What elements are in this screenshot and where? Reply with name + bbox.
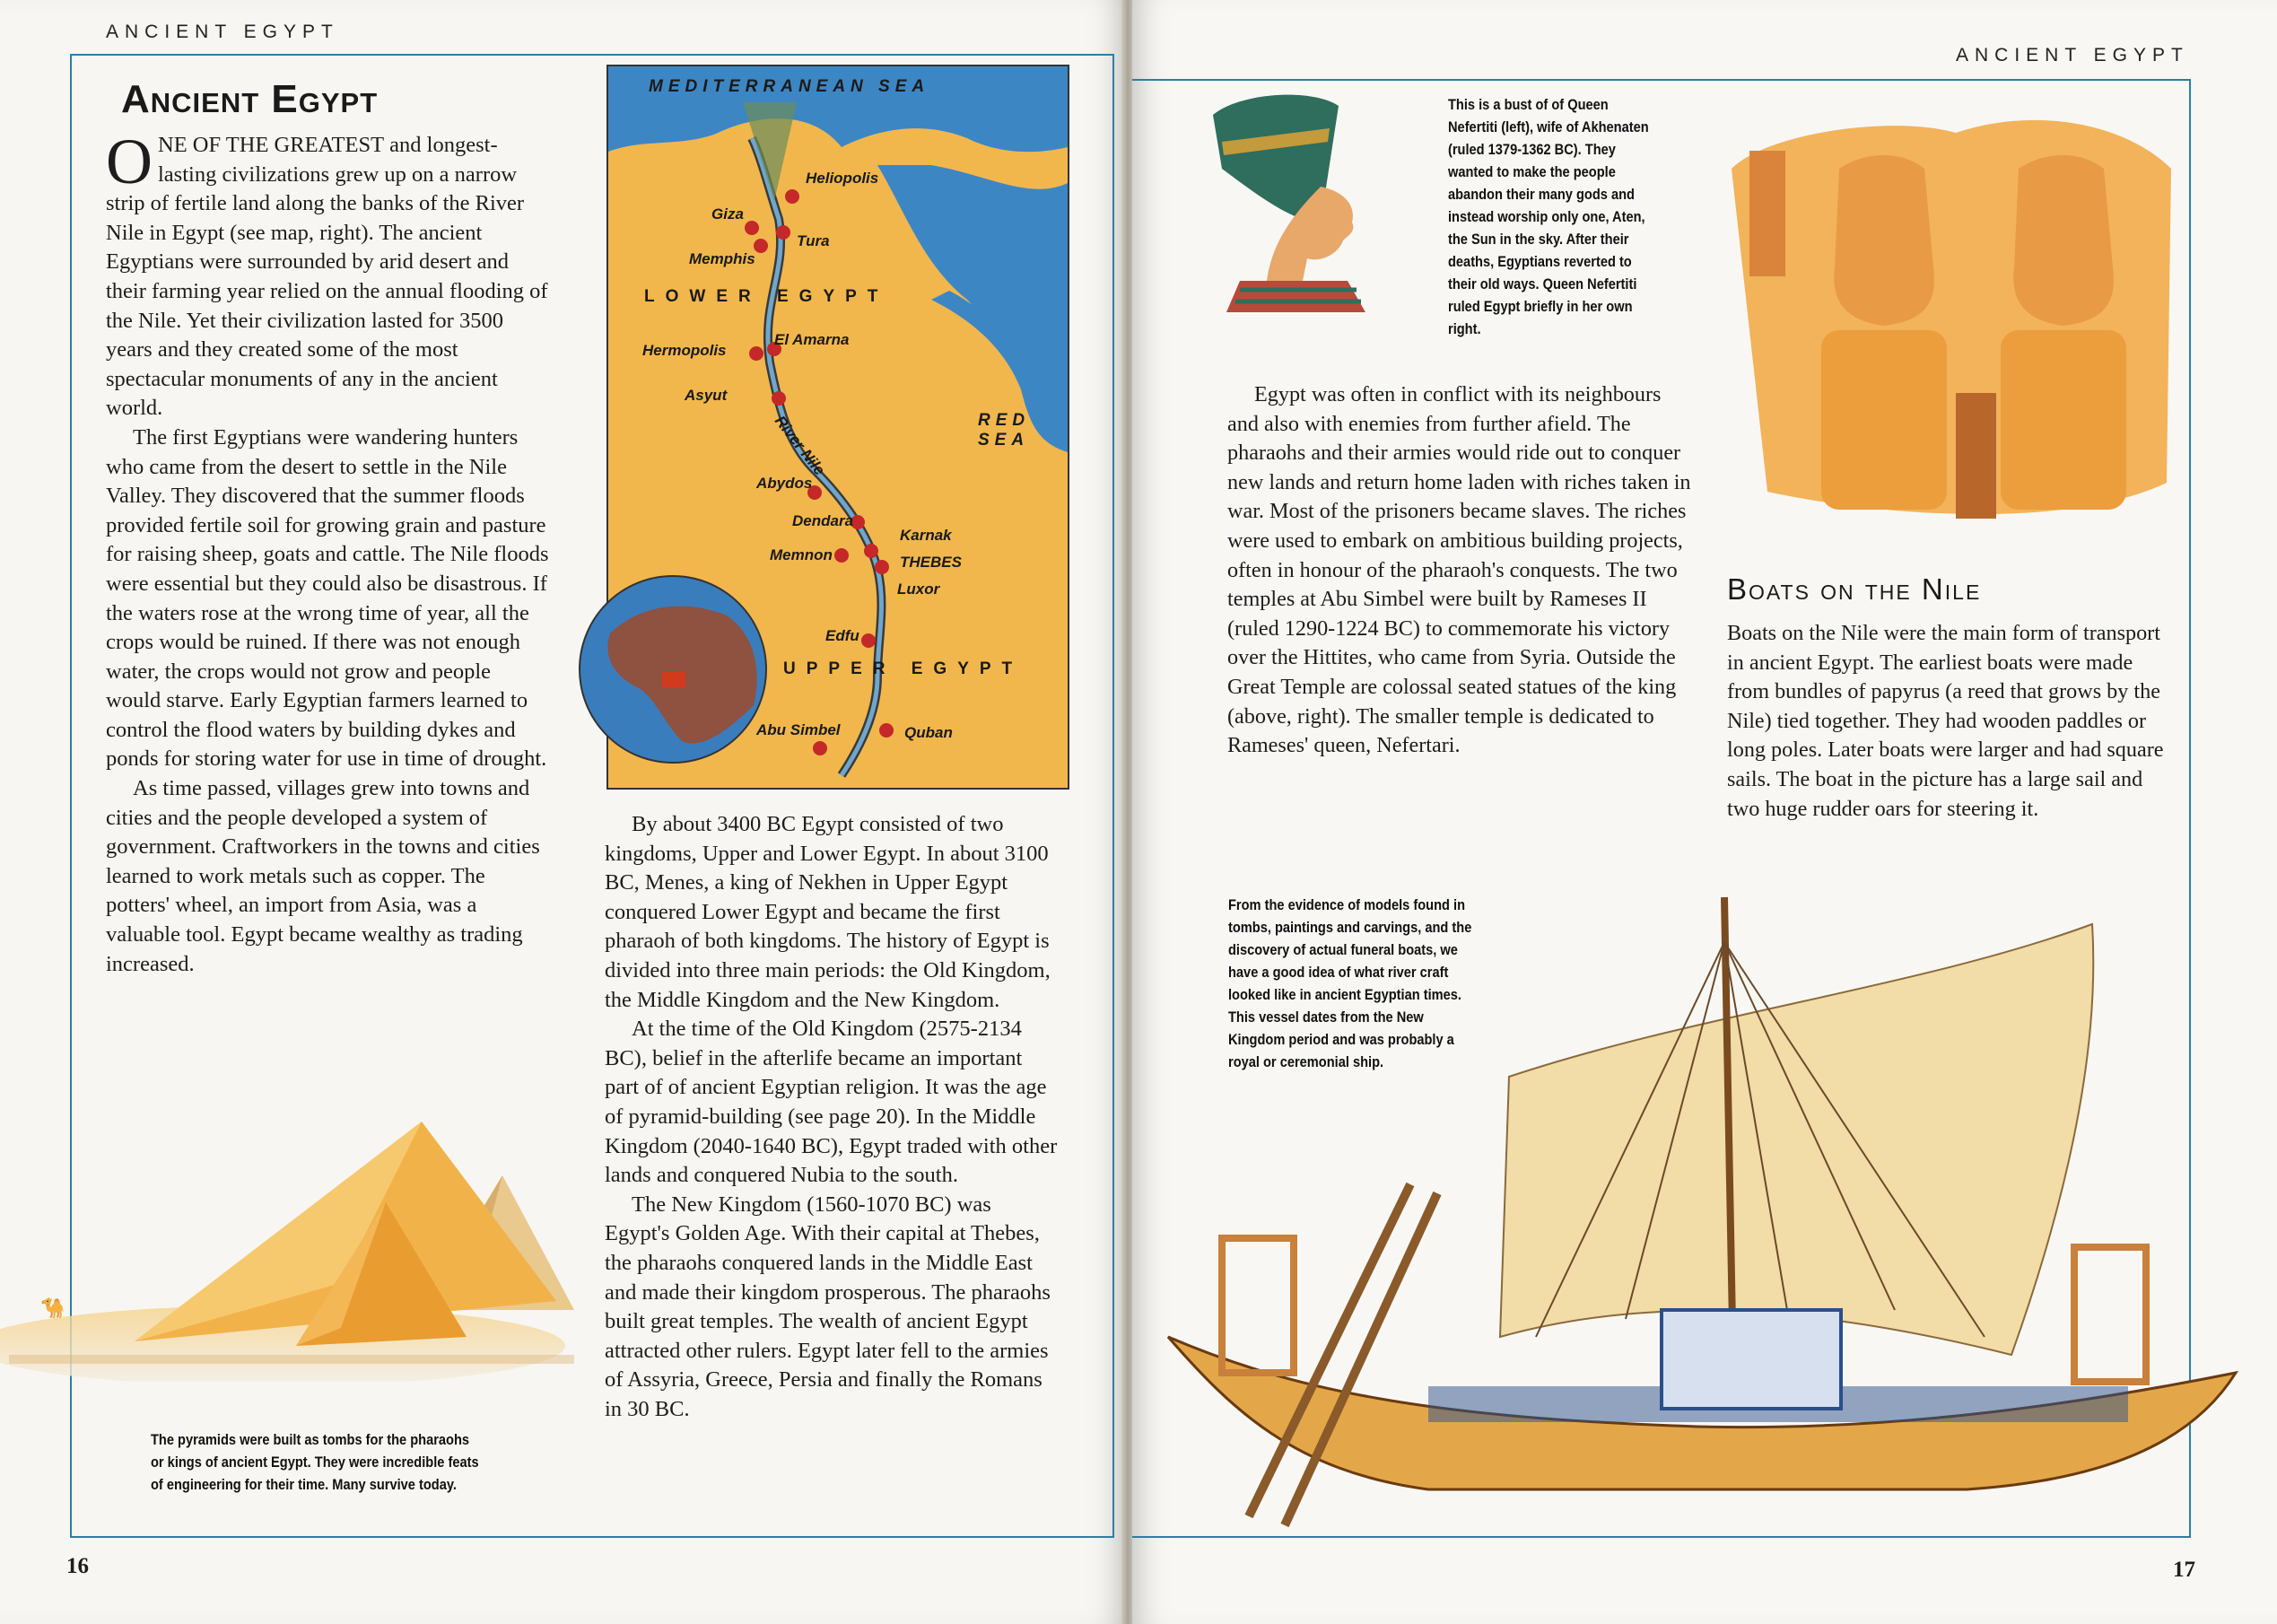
drop-cap: O [106, 126, 153, 197]
page-number: 17 [2173, 1558, 2195, 1582]
right-text-column [1227, 380, 1694, 761]
map-place: Quban [904, 724, 953, 741]
intro-text: and longest-lasting civilizations grew up on a narrow strip of fertile land along the banks of the River Nile in Egypt (see map, right). The ancient Egyptians were surrounded by arid desert and their farming year relied on the annual flooding of the Nile. Yet their civilization lasted for 3500 years and they created some of the most spectacular monuments of any in the ancient world. [106, 133, 548, 421]
map-place: Memphis [689, 250, 755, 267]
running-head: ANCIENT EGYPT [106, 22, 339, 42]
paragraph: The first Egyptians were wandering hunters who came from the desert to settle in the Nile Valley. They discovered that the summer floods provided fertile soil for growing grain and pasture for raising sheep, goats and cattle. The Nile floods were essential but they could also be disastrous. If the waters rose at the wrong time of year, all the crops would be ruined. If there was not enough water, the crops would not grow and people would starve. Early Egyptian farmers learned to control the flood waters by building dykes and ponds for storing water for use in time of drought. [106, 424, 549, 772]
map-place: El Amarna [774, 331, 850, 348]
map-place: Asyut [685, 387, 728, 404]
map-label-red: RED [978, 411, 1031, 430]
map-river-label: River Nile [771, 412, 829, 479]
royal-boat-illustration [1159, 888, 2254, 1534]
map-place: Abydos [756, 475, 813, 492]
map-label-mediterranean: MEDITERRANEAN SEA [649, 77, 930, 96]
running-head: ANCIENT EGYPT [1956, 45, 2189, 65]
paragraph: Egypt was often in conflict with its neighbours and also with enemies from further afield. The pharaohs and their armies would ride out to conquer new lands and return home laden with riches taken in war. Most of the prisoners became slaves. The riches were used to embark on ambitious building projects, often in honour of the pharaoh's conquests. The two temples at Abu Simbel were built by Rameses II (ruled 1290-1224 BC) to commemorate his victory over the Hittites, who came from Syria. Outside the Great Temple are colossal seated statues of the king (above, right). The smaller temple is dedicated to Rameses' queen, Nefertari. [1227, 382, 1691, 758]
paragraph: By about 3400 BC Egypt consisted of two kingdoms, Upper and Lower Egypt. In about 3100 BC, Menes, a king of Nekhen in Upper Egypt conquered Lower Egypt and became the first pharaoh of both kingdoms. The history of Egypt is divided into three main periods: the Old Kingdom, the Middle Kingdom and the New Kingdom. [605, 812, 1051, 1012]
map-label-sea: SEA [978, 431, 1030, 450]
map-place: Tura [797, 232, 830, 249]
page-number: 16 [66, 1554, 89, 1578]
abu-simbel-statues-illustration [1714, 97, 2180, 546]
right-page [1132, 0, 2277, 1624]
intro-paragraph [106, 126, 550, 423]
map-place: Abu Simbel [756, 721, 841, 738]
map-place: Luxor [897, 581, 940, 598]
section-title-boats: Boats on the Nile [1727, 572, 1982, 606]
text-column-1 [106, 126, 550, 979]
text-column-2 [605, 810, 1058, 1424]
left-page [0, 0, 1126, 1624]
paragraph: The New Kingdom (1560-1070 BC) was Egypt's Golden Age. With their capital at Thebes, the pharaohs conquered lands in the Middle East and made their kingdom prosperous. The pharaohs built great temples. The wealth of ancient Egypt attracted other rulers. Egypt later fell to the armies of Assyria, Greece, Persia and finally the Romans in 30 BC. [605, 1192, 1051, 1421]
nefertiti-bust-illustration [1186, 88, 1401, 321]
globe-inset [574, 571, 772, 768]
paragraph: At the time of the Old Kingdom (2575-2134 BC), belief in the afterlife became an important part of of ancient Egyptian religion. It was the age of pyramid-building (see page 20). In the Middle Kingdom (2040-1640 BC), Egypt traded with other lands and conquered Nubia to the south. [605, 1017, 1058, 1188]
pyramid-caption: The pyramids were built as tombs for the pharaohs or kings of ancient Egypt. They were incredible feats of engineering for their time. Many survive today. [151, 1431, 479, 1493]
intro-caps: NE OF THE GREATEST [158, 133, 385, 157]
boats-text-column [1727, 619, 2167, 824]
pyramids-illustration [0, 1086, 583, 1382]
map-place: Dendara [792, 512, 854, 529]
map-place: Giza [711, 205, 744, 223]
paragraph: As time passed, villages grew into towns and cities and the people developed a system of government. Craftworkers in the towns and cities learned to work metals such as copper. The potters' wheel, an import from Asia, was a valuable tool. Egypt became wealthy as trading increased. [106, 776, 540, 976]
map-region-upper: UPPER EGYPT [783, 659, 1024, 678]
boat-caption: From the evidence of models found in tombs, paintings and carvings, and the discovery of actual funeral boats, we have a good idea of what river craft looked like in ancient Egyptian times. This vessel dates from the New Kingdom period and was probably a royal or ceremonial ship. [1228, 896, 1472, 1070]
map-place: Karnak [900, 527, 952, 544]
map-place: Memnon [770, 546, 833, 563]
paragraph: Boats on the Nile were the main form of transport in ancient Egypt. The earliest boats were made from bundles of papyrus (a reed that grows by the Nile) tied together. They had wooden paddles or long poles. Later boats were larger and had square sails. The boat in the picture has a large sail and two huge rudder oars for steering it. [1727, 621, 2164, 821]
map-place: Hermopolis [642, 342, 727, 359]
page-title: Ancient Egypt [121, 77, 379, 121]
svg-text:🐪: 🐪 [40, 1297, 65, 1319]
map-place: Edfu [825, 627, 859, 644]
nefertiti-caption: This is a bust of of Queen Nefertiti (left), wife of Akhenaten (ruled 1379-1362 BC). They wanted to make the people abandon their many gods and instead worship only one, Aten, the Sun in the sky. After their deaths, Egyptians reverted to their old ways. Queen Nefertiti ruled Egypt briefly in her own right. [1448, 96, 1649, 337]
map-place: THEBES [900, 554, 962, 571]
map-place: Heliopolis [806, 170, 879, 187]
map-region-lower: LOWER EGYPT [644, 287, 889, 306]
